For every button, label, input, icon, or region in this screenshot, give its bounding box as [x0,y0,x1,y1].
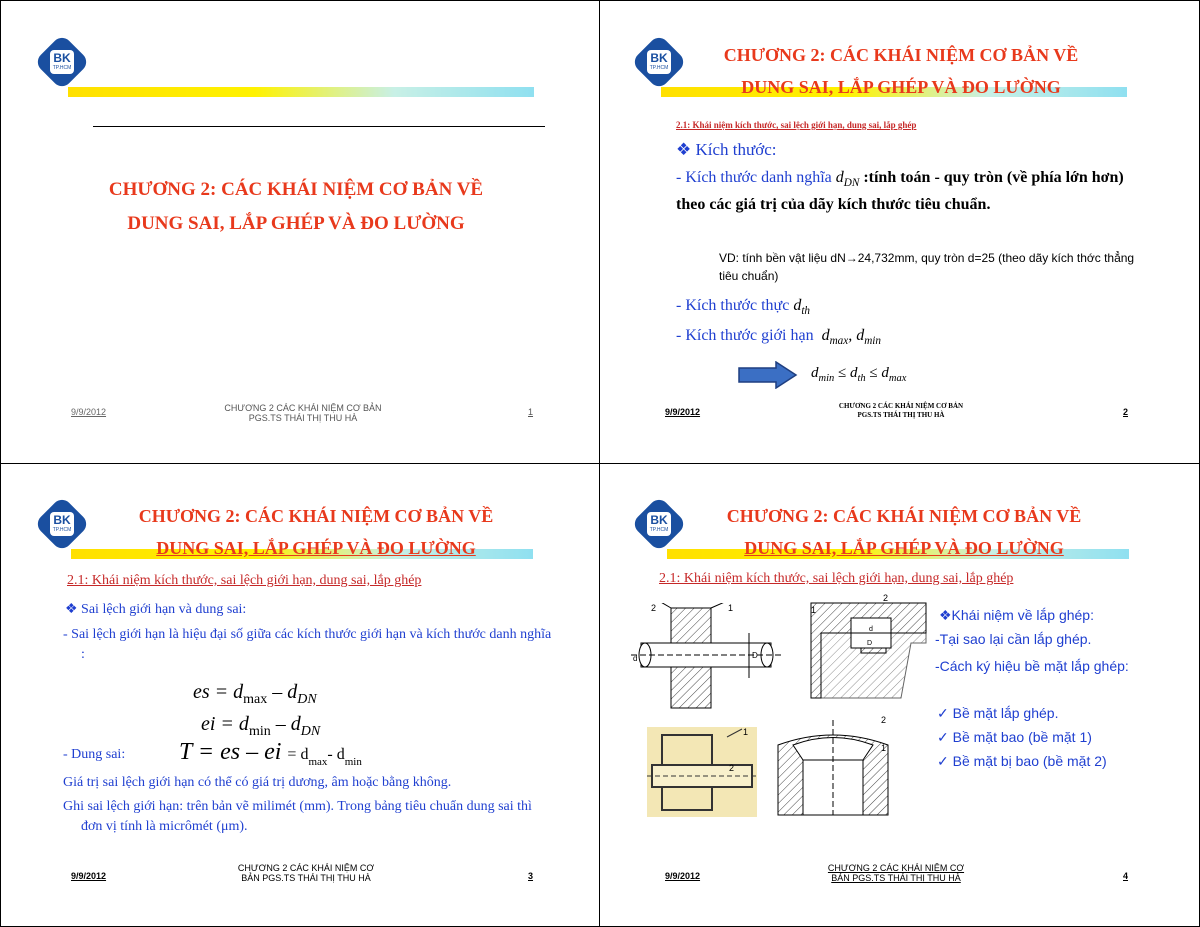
f-part: = d [287,746,309,763]
f-sub: max [243,692,268,707]
item-sai-lech: - Sai lệch giới hạn là hiệu đại số giữa các kích thước giới hạn và kích thước danh nghĩa : [63,627,552,662]
section-heading: 2.1: Khái niệm kích thước, sai lệch giới hạn, dung sai, lắp ghép [659,571,1014,586]
fig-label-2: 2 [881,715,887,725]
f-sub: max [308,755,328,768]
f-part: - d [327,746,345,763]
f-sub: DN [297,692,317,707]
footer-line-2: PGS.TS THÁI THỊ THU HÀ [857,411,945,419]
fig-label-1: 1 [881,743,887,753]
fig-label-D: D [867,640,873,647]
page-number: 4 [1123,871,1129,881]
bk-logo-icon: BK TP.HCM [39,501,85,547]
section-heading: 2.1: Khái niệm kích thước, sai lệch giới hạn, dung sai, lắp ghép [676,120,917,130]
item-label: - Kích thước danh nghĩa [676,169,832,186]
title-line-2: DUNG SAI, LẮP GHÉP VÀ ĐO LƯỜNG [744,538,1064,558]
fit-photo-icon [647,727,757,817]
fig-label-2: 2 [651,603,657,613]
f-part: d [811,365,819,381]
title-line-1: CHƯƠNG 2: CÁC KHÁI NIỆM CƠ BẢN VỀ [723,45,1079,65]
item-danh-nghia [676,167,1146,216]
title-line-1: CHƯƠNG 2: CÁC KHÁI NIỆM CƠ BẢN VỀ [108,179,484,200]
footer-line-2: BẢN PGS.TS THÁI THỊ THU HÀ [831,873,961,883]
footer-date: 9/9/2012 [665,871,701,881]
item-label: - Kích thước giới hạn [676,327,814,344]
separator: , d [848,327,865,344]
formula-tolerance [179,739,362,768]
f-part: es = d [193,681,244,703]
f-part: ≤ d [865,365,889,381]
fig-label-d: d [869,626,873,633]
page-number: 1 [528,407,534,417]
item-thuc [676,297,810,317]
footer-center [801,863,991,883]
footer-center [211,863,401,883]
text-gia-tri: Giá trị sai lệch giới hạn có thể có giá trị dương, âm hoặc bằng không. [63,775,452,790]
fig-label-2: 2 [729,763,735,773]
title-line-2: DUNG SAI, LẮP GHÉP VÀ ĐO LƯỜNG [741,77,1061,97]
slide-4[interactable] [601,465,1199,927]
fig-label-d: d [633,654,638,663]
footer-date: 9/9/2012 [71,871,107,881]
footer-date: 9/9/2012 [71,407,107,417]
f-sub: max [888,373,907,384]
slide-2[interactable] [601,1,1199,463]
formula-es [193,681,317,708]
bk-logo-icon: BK TP.HCM [636,501,682,547]
divider-horizontal [0,463,1200,464]
symbol-sub: max [829,335,849,348]
title-line-2: DUNG SAI, LẮP GHÉP VÀ ĐO LƯỜNG [127,213,465,234]
slide-1[interactable] [1,1,599,463]
slide-title [681,39,1121,103]
f-sub: min [818,373,835,384]
page-number: 2 [1123,407,1129,417]
line-cach-ky-hieu: -Cách ký hiệu bề mặt lắp ghép: [935,658,1129,674]
arrow-right-icon [738,361,798,389]
check-be-mat-bi-bao: ✓ Bề mặt bị bao (bề mặt 2) [937,753,1107,769]
symbol: d [835,169,844,186]
fit-diagram-slot-icon [801,593,931,703]
f-sub: min [344,755,362,768]
item-text: :tính toán - quy tròn (về phía lớn hơn) theo các giá trị của dãy kích thước tiêu chuẩn. [676,169,1124,214]
symbol-sub: th [801,305,811,318]
bullet-sai-lech: ❖ Sai lệch giới hạn và dung sai: [65,602,247,617]
check-be-mat-bao: ✓ Bề mặt bao (bề mặt 1) [937,729,1092,745]
check-be-mat-lap-ghep: ✓ Bề mặt lắp ghép. [937,705,1059,721]
inequality-formula [811,365,906,384]
symbol-sub: DN [843,177,860,190]
f-part: – d [270,713,301,735]
fig-label-1: 1 [728,603,734,613]
footer-line-2: BẢN PGS.TS THÁI THỊ THU HÀ [241,873,371,883]
slide-3[interactable] [1,465,599,927]
title-line-1: CHƯƠNG 2: CÁC KHÁI NIỆM CƠ BẢN VỀ [138,506,494,526]
symbol-sub: min [864,335,881,348]
f-sub: th [857,373,866,384]
page-number: 3 [528,871,534,881]
footer-line-1: CHƯƠNG 2 CÁC KHÁI NIỆM CƠ [237,863,375,873]
symbol: d [821,327,830,344]
f-part: ≤ d [834,365,858,381]
fit-diagram-shaft-icon [631,603,781,713]
line-tai-sao: -Tại sao lại cần lắp ghép. [935,631,1092,647]
slide-title [689,500,1119,564]
f-sub: DN [300,724,321,739]
text-ghi-sai-lech: Ghi sai lệch giới hạn: trên bản vẽ milimét (mm). Trong bảng tiêu chuẩn dung sai thì đơn vị tính là micrômét (μm). [63,799,532,834]
title-line-1: CHƯƠNG 2: CÁC KHÁI NIỆM CƠ BẢN VỀ [726,506,1082,526]
footer-line-1: CHƯƠNG 2 CÁC KHÁI NIỆM CƠ [827,863,965,873]
footer-line-2: PGS.TS THÁI THỊ THU HÀ [248,413,358,423]
fit-diagram-housing-icon [773,715,893,820]
slide-title [41,173,551,241]
bullet-lap-ghep: ❖Khái niệm về lắp ghép: [939,607,1094,623]
fig-label-2: 2 [883,593,889,603]
title-accent-bar [68,87,534,97]
fig-label-D: D [752,651,758,660]
item-label: - Kích thước thực [676,297,790,314]
footer-center [806,402,996,420]
title-line-2: DUNG SAI, LẮP GHÉP VÀ ĐO LƯỜNG [156,538,476,558]
example-text: VD: tính bền vật liệu dN→24,732mm, quy tròn d=25 (theo dãy kích thớc thẳng tiêu chuẩn) [719,251,1135,283]
slide-title [101,500,531,564]
footer-center [213,403,393,423]
section-heading: 2.1: Khái niệm kích thước, sai lệch giới hạn, dung sai, lắp ghép [67,573,422,588]
bk-logo-icon: BK TP.HCM [39,39,85,85]
f-sub: min [248,724,271,739]
f-part: ei = d [201,713,249,735]
fig-label-1: 1 [743,727,749,737]
footer-line-1: CHƯƠNG 2 CÁC KHÁI NIỆM CƠ BẢN [838,402,964,410]
footer-date: 9/9/2012 [665,407,701,417]
dung-sai-label: - Dung sai: [63,747,126,762]
title-rule [93,126,545,127]
f-part: T = es – ei [179,739,282,765]
footer-line-1: CHƯƠNG 2 CÁC KHÁI NIỆM CƠ BẢN [224,403,382,413]
bullet-kich-thuoc: ❖ Kích thước: [676,140,777,159]
f-part: – d [267,681,298,703]
formula-ei [201,713,320,740]
symbol: d [793,297,802,314]
item-gioi-han [676,327,881,347]
bk-logo-icon: BK TP.HCM [636,39,682,85]
fig-label-1: 1 [811,605,817,615]
